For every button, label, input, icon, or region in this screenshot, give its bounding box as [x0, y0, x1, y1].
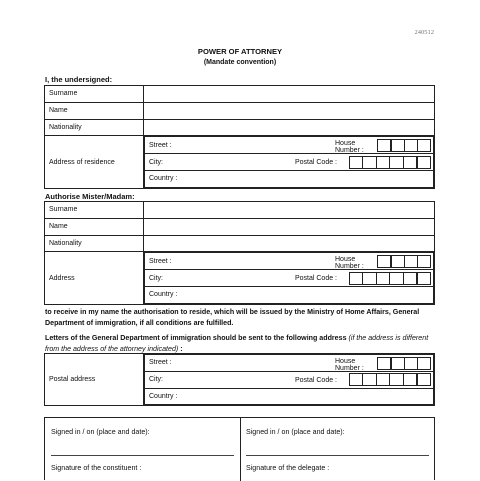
- signature-box: [44, 417, 435, 480]
- constituent-place-date-label: Signed in / on (place and date):: [51, 428, 150, 436]
- constituent-nationality-row: [45, 119, 435, 136]
- postal-code-label: Postal Code :: [294, 275, 337, 283]
- letters-instruction: [45, 333, 440, 354]
- postal-address-label: Postal address: [45, 354, 144, 406]
- delegate-surname-row: [45, 202, 435, 219]
- delegate-surname-label: Surname: [45, 202, 144, 219]
- form-code: 240512: [414, 29, 434, 36]
- delegate-address-block: [144, 252, 435, 304]
- letters-colon: :: [178, 344, 183, 353]
- constituent-street-field[interactable]: [145, 137, 434, 154]
- authorisation-statement: to receive in my name the authorisation to reside, which will be issued by the Ministry of Home Affairs, General Department of immigration, if all conditions are fulfilled.: [45, 308, 420, 327]
- country-label: Country :: [149, 392, 178, 400]
- delegate-nationality-label: Nationality: [45, 235, 144, 252]
- postal-code-label: Postal Code :: [294, 376, 337, 384]
- delegate-name-row: [45, 218, 435, 235]
- delegate-street-field[interactable]: [145, 253, 434, 270]
- constituent-signature-column: [45, 418, 240, 481]
- constituent-city-field[interactable]: [145, 154, 434, 171]
- letters-text: Letters of the General Department of immigration should be sent to the following address: [45, 334, 347, 342]
- letters-note: (if the address is different from the address of the attorney indicated): [45, 334, 429, 353]
- house-number-label: House Number :: [335, 358, 364, 372]
- constituent-nationality-label: Nationality: [45, 119, 144, 136]
- constituent-surname-label: Surname: [45, 86, 144, 103]
- postal-code-label: Postal Code :: [294, 159, 337, 167]
- constituent-surname-field[interactable]: [144, 86, 435, 103]
- postal-code-boxes[interactable]: [349, 373, 431, 386]
- house-number-boxes[interactable]: [378, 255, 431, 268]
- constituent-name-row: [45, 102, 435, 119]
- delegate-address-label: Address: [45, 252, 144, 304]
- street-label: Street :: [149, 359, 172, 367]
- constituent-nationality-field[interactable]: [144, 119, 435, 136]
- postal-address-row: [45, 354, 435, 406]
- constituent-heading: I, the undersigned:: [45, 75, 113, 84]
- constituent-table: [44, 85, 435, 189]
- constituent-address-label: Address of residence: [45, 136, 144, 188]
- delegate-signature-column: [240, 418, 435, 481]
- street-label: Street :: [149, 257, 172, 265]
- delegate-heading: Authorise Mister/Madam:: [45, 192, 135, 201]
- delegate-name-field[interactable]: [144, 218, 435, 235]
- country-label: Country :: [149, 291, 178, 299]
- delegate-surname-field[interactable]: [144, 202, 435, 219]
- house-number-label: House Number :: [335, 256, 364, 270]
- house-number-boxes[interactable]: [378, 139, 431, 152]
- constituent-name-field[interactable]: [144, 102, 435, 119]
- delegate-country-field[interactable]: [145, 286, 434, 303]
- postal-table: [44, 353, 435, 406]
- delegate-nationality-field[interactable]: [144, 235, 435, 252]
- constituent-address-block: [144, 136, 435, 188]
- constituent-place-date-line[interactable]: [51, 455, 234, 456]
- country-label: Country :: [149, 175, 178, 183]
- postal-address-block: [144, 354, 435, 406]
- constituent-signature-label: Signature of the constituent :: [51, 464, 142, 472]
- constituent-name-label: Name: [45, 102, 144, 119]
- constituent-surname-row: [45, 86, 435, 103]
- delegate-city-field[interactable]: [145, 270, 434, 287]
- delegate-address-row: [45, 252, 435, 304]
- delegate-place-date-line[interactable]: [246, 455, 429, 456]
- delegate-place-date-label: Signed in / on (place and date):: [246, 428, 345, 436]
- house-number-boxes[interactable]: [378, 357, 431, 370]
- city-label: City:: [149, 274, 163, 282]
- postal-code-boxes[interactable]: [349, 272, 431, 285]
- postal-city-field[interactable]: [145, 371, 434, 388]
- constituent-country-field[interactable]: [145, 170, 434, 187]
- delegate-nationality-row: [45, 235, 435, 252]
- house-number-label: House Number :: [335, 140, 364, 154]
- constituent-address-row: [45, 136, 435, 188]
- postal-country-field[interactable]: [145, 388, 434, 405]
- delegate-signature-label: Signature of the delegate :: [246, 464, 330, 472]
- postal-code-boxes[interactable]: [349, 156, 431, 169]
- city-label: City:: [149, 158, 163, 166]
- city-label: City:: [149, 376, 163, 384]
- page-title: POWER OF ATTORNEY: [197, 47, 283, 56]
- delegate-table: [44, 201, 435, 305]
- street-label: Street :: [149, 141, 172, 149]
- delegate-name-label: Name: [45, 218, 144, 235]
- page-subtitle: (Mandate convention): [203, 59, 277, 66]
- postal-street-field[interactable]: [145, 355, 434, 372]
